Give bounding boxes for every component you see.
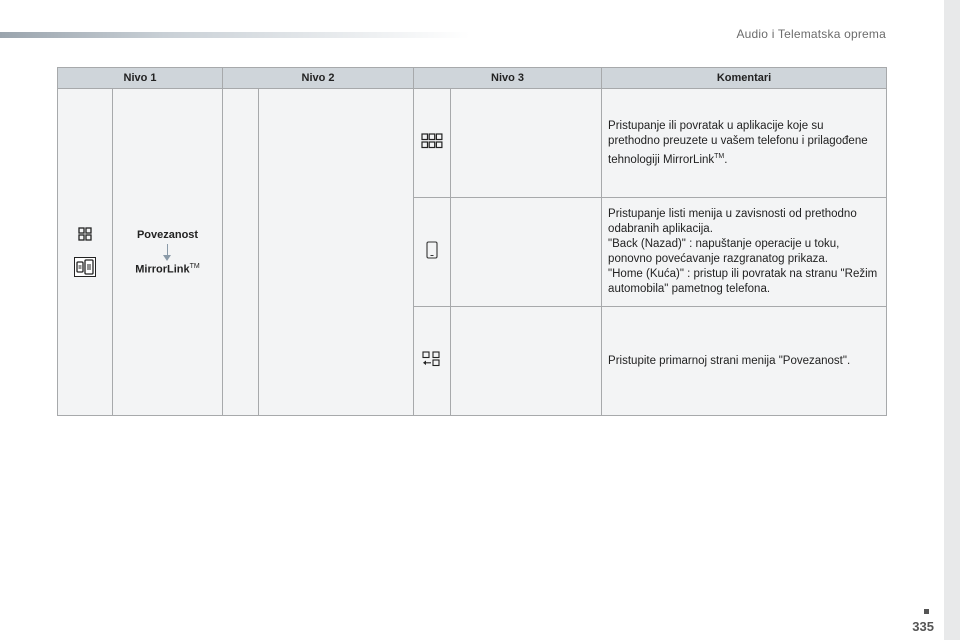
level3-icon-cell bbox=[414, 198, 451, 307]
level3-label-cell bbox=[451, 89, 602, 198]
table-row bbox=[58, 89, 887, 198]
menu-table bbox=[57, 67, 887, 416]
down-arrow-icon bbox=[167, 244, 168, 259]
header-level-2: Nivo 2 bbox=[223, 68, 414, 89]
connectivity-grid-icon bbox=[78, 227, 92, 241]
header-level-3: Nivo 3 bbox=[414, 68, 602, 89]
mirrorlink-icon bbox=[74, 257, 96, 277]
smartphone-icon bbox=[426, 241, 438, 259]
level1-icon-cell bbox=[58, 89, 113, 416]
header-comments: Komentari bbox=[602, 68, 887, 89]
level1-label-mirrorlink: MirrorLink™ bbox=[135, 262, 200, 276]
level1-label-cell bbox=[113, 89, 223, 416]
level3-icon-cell bbox=[414, 89, 451, 198]
page-header-title: Audio i Telematska oprema bbox=[736, 27, 886, 41]
level2-icon-cell bbox=[223, 89, 259, 416]
header-level-1: Nivo 1 bbox=[58, 68, 223, 89]
comment-cell: Pristupanje listi menija u zavisnosti od prethodno odabranih aplikacija. "Back (Nazad)" : napuštanje operacije u toku, ponovno povećavanje razgranatog prikaza. "Home (Kuća)" : pristup ili povratak na stranu "Režim automobila" pametnog telefona. bbox=[602, 198, 887, 307]
page-edge-strip bbox=[944, 0, 960, 640]
table-header-row bbox=[58, 68, 887, 89]
page-marker bbox=[924, 609, 929, 614]
level3-label-cell bbox=[451, 198, 602, 307]
level3-icon-cell bbox=[414, 307, 451, 416]
header-gradient-bar bbox=[0, 32, 470, 38]
page-number: 335 bbox=[912, 619, 934, 634]
level1-label-povezanost: Povezanost bbox=[136, 228, 199, 241]
back-to-menu-icon bbox=[422, 351, 442, 367]
comment-cell: Pristupite primarnoj strani menija "Povezanost". bbox=[602, 307, 887, 416]
level2-label-cell bbox=[259, 89, 414, 416]
app-grid-icon bbox=[421, 133, 443, 149]
comment-cell: Pristupanje ili povratak u aplikacije koje su prethodno preuzete u vašem telefonu i prilagođene tehnologiji MirrorLink™. bbox=[602, 89, 887, 198]
level3-label-cell bbox=[451, 307, 602, 416]
